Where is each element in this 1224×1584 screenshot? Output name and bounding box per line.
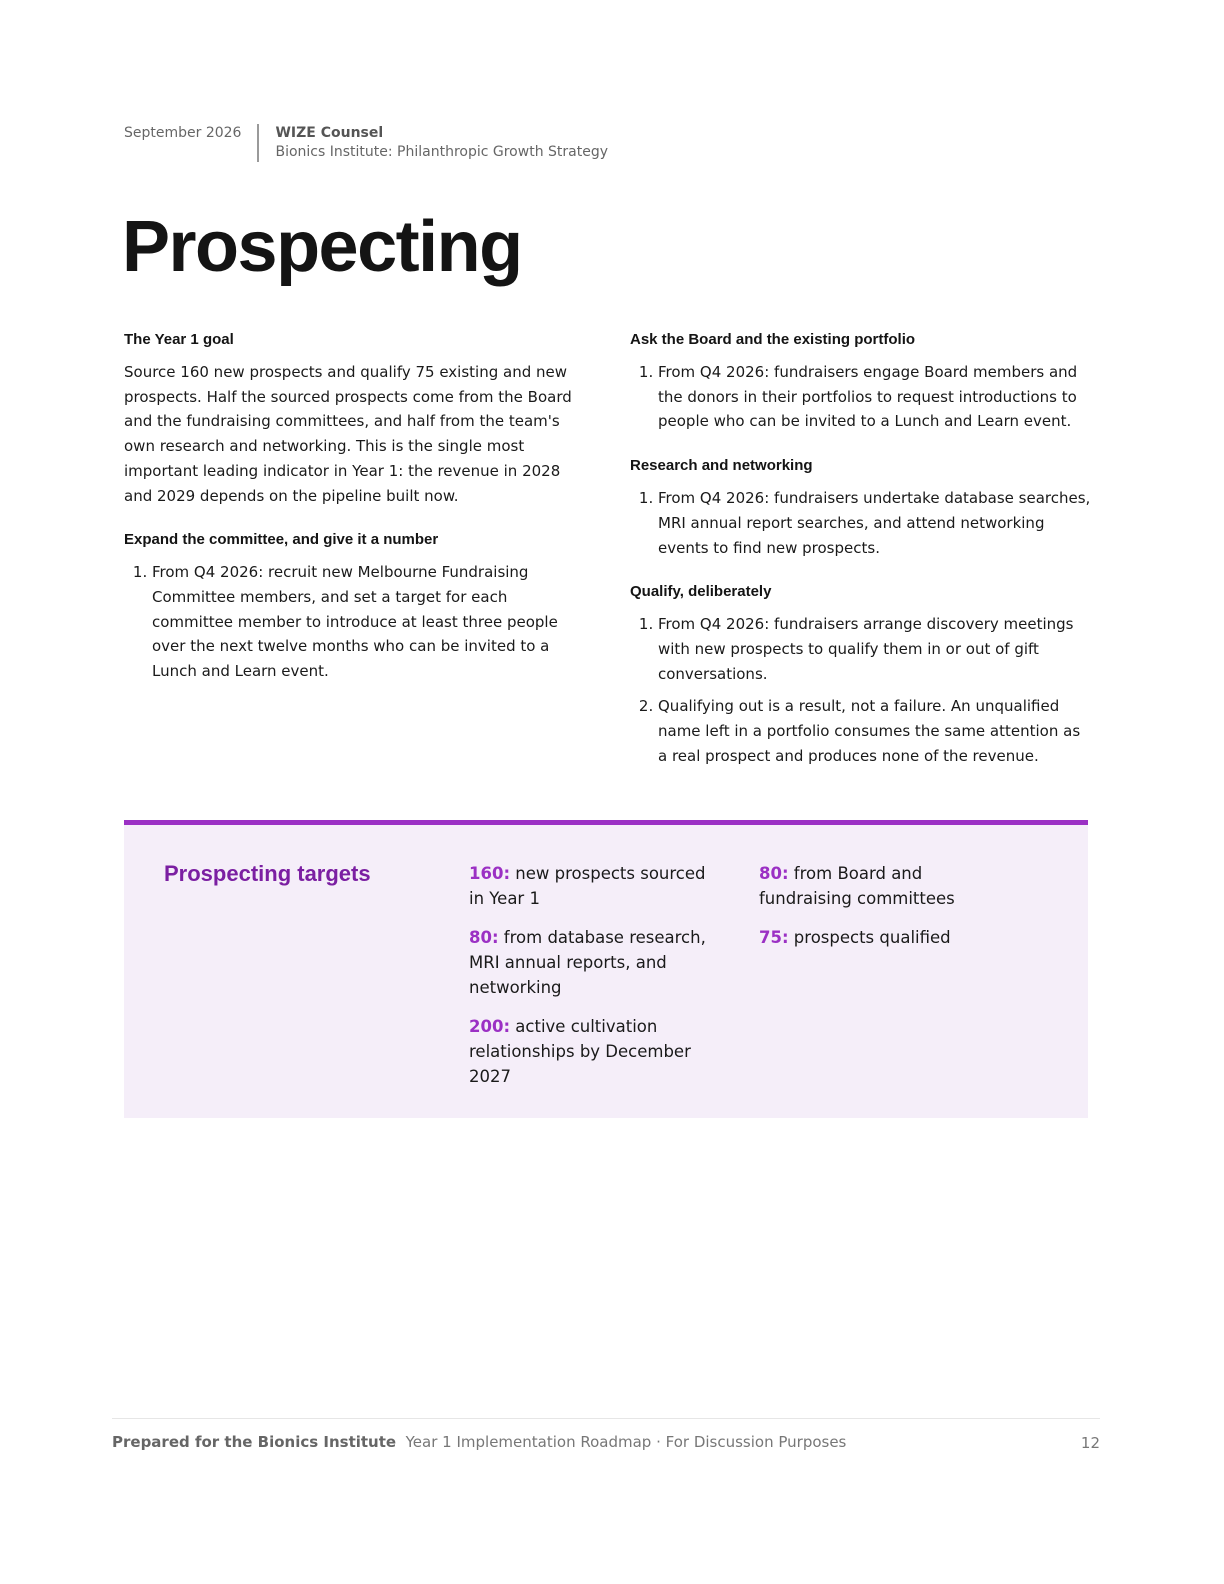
page-number: 12 <box>1080 1434 1100 1452</box>
target-text: prospects qualified <box>788 928 951 947</box>
targets-panel <box>124 820 1088 1118</box>
target-number: 75: <box>759 928 789 947</box>
goal-text: Source 160 new prospects and qualify 75 existing and new prospects. Half the sourced prospects come from the Board and the fundraising committees, and half from the team's own research and networking. This is the single most important leading indicator in Year 1: the revenue in 2028 and 2029 depends on the pipeline built now. <box>124 363 572 505</box>
header-date: September 2026 <box>124 125 242 141</box>
page-title: Prospecting <box>122 207 522 287</box>
page-header <box>124 124 608 162</box>
footer-prepared: Prepared for the Bionics Institute <box>112 1433 397 1451</box>
targets-column-1 <box>469 861 714 1103</box>
page-footer <box>112 1418 1100 1451</box>
list-item: 1. From Q4 2026: recruit new Melbourne Fundraising Committee members, and set a target for each committee member to introduce at least three people over the next twelve months who can be invited to a Lunch and Learn event. <box>152 560 584 684</box>
committee-list <box>124 560 584 684</box>
left-column <box>124 330 584 706</box>
board-list <box>630 360 1092 434</box>
header-brand-block <box>257 124 608 162</box>
board-heading: Ask the Board and the existing portfolio <box>630 331 916 348</box>
target-item <box>469 861 714 911</box>
list-item: 1. From Q4 2026: fundraisers arrange discovery meetings with new prospects to qualify them in or out of gift conversations. <box>658 612 1092 686</box>
research-list <box>630 486 1092 560</box>
list-item: 2. Qualifying out is a result, not a failure. An unqualified name left in a portfolio consumes the same attention as a real prospect and produces none of the revenue. <box>658 694 1092 768</box>
list-item: 1. From Q4 2026: fundraisers undertake database searches, MRI annual report searches, and attend networking events to find new prospects. <box>658 486 1092 560</box>
target-item <box>469 925 714 1000</box>
target-item <box>759 861 1019 911</box>
target-number: 80: <box>759 864 789 883</box>
target-item <box>759 925 1019 950</box>
brand-name: WIZE Counsel <box>275 125 384 141</box>
committee-heading: Expand the committee, and give it a number <box>124 531 439 549</box>
qualify-list <box>630 612 1092 768</box>
research-heading: Research and networking <box>630 457 813 475</box>
goal-heading: The Year 1 goal <box>124 331 234 348</box>
right-column <box>630 330 1092 790</box>
document-subtitle: Bionics Institute: Philanthropic Growth Strategy <box>275 144 608 160</box>
target-text: new prospects sourced in Year 1 <box>469 864 706 908</box>
target-number: 160: <box>469 864 511 883</box>
target-text: from database research, MRI annual reports, and networking <box>469 928 706 997</box>
target-number: 80: <box>469 928 499 947</box>
targets-column-2 <box>759 861 1019 964</box>
targets-title: Prospecting targets <box>164 861 371 886</box>
target-number: 200: <box>469 1017 511 1036</box>
target-item <box>469 1014 714 1089</box>
qualify-heading: Qualify, deliberately <box>630 583 772 601</box>
footer-description: Year 1 Implementation Roadmap · For Discussion Purposes <box>405 1433 847 1451</box>
target-text: active cultivation relationships by December 2027 <box>469 1017 691 1086</box>
list-item: 1. From Q4 2026: fundraisers engage Board members and the donors in their portfolios to request introductions to people who can be invited to a Lunch and Learn event. <box>658 360 1092 434</box>
target-text: from Board and fundraising committees <box>759 864 955 908</box>
